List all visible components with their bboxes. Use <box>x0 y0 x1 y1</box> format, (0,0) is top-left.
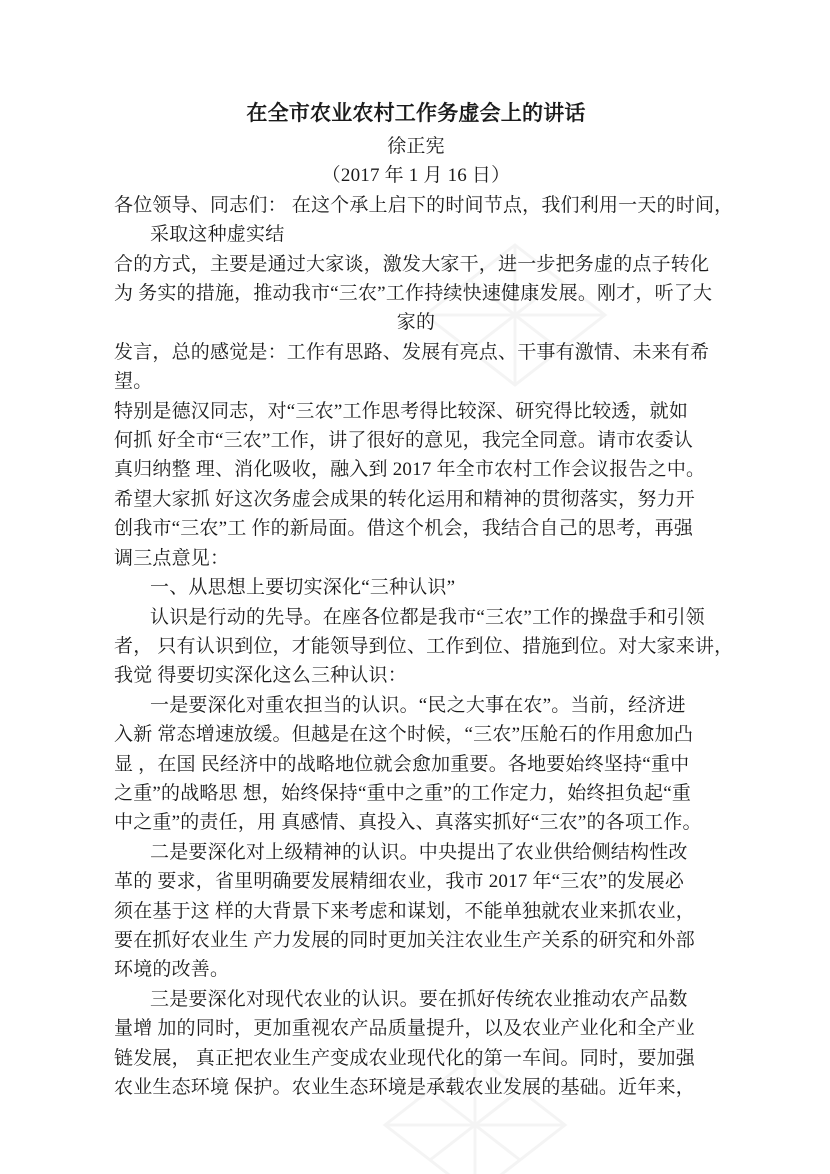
text-line: 革的 要求，省里明确要发展精细农业，我市 2017 年“三农”的发展必 <box>114 871 685 893</box>
text-line: 须在基于这 样的大背景下来考虑和谋划，不能单独就农业来抓农业， <box>114 900 695 922</box>
text-line: 环境的改善。 <box>114 959 230 981</box>
text-line: 何抓 好全市“三农”工作，讲了很好的意见，我完全同意。请市农委认 <box>114 430 694 452</box>
text-line: 家的 <box>396 312 436 334</box>
document-title: 在全市农业农村工作务虚会上的讲话 <box>246 101 586 125</box>
text-line: 希望大家抓 好这次务虚会成果的转化运用和精神的贯彻落实，努力开 <box>114 488 695 510</box>
text-line: 特别是德汉同志，对“三农”工作思考得比较深、研究得比较透，就如 <box>114 400 689 422</box>
text-line: 中之重”的责任，用 真感情、真投入、真落实抓好“三农”的各项工作。 <box>114 812 702 834</box>
text-line: 一、从思想上要切实深化“三种认识” <box>150 577 456 599</box>
text-line: 量增 加的同时，更加重视农产品质量提升，以及农业产业化和全产业 <box>114 1018 695 1040</box>
text-line: 一是要深化对重农担当的认识。“民之大事在农”。当前，经济进 <box>150 694 686 716</box>
text-line: 各位领导、同志们： 在这个承上启下的时间节点，我们利用一天的时间， <box>114 194 734 216</box>
text-line: 望。 <box>114 371 153 393</box>
text-line: 三是要深化对现代农业的认识。要在抓好传统农业推动农产品数 <box>150 988 688 1010</box>
text-line: 之重”的战略思 想，始终保持“重中之重”的工作定力，始终担负起“重 <box>114 782 692 804</box>
text-line: 入新 常态增速放缓。但越是在这个时候，“三农”压舱石的作用愈加凸 <box>114 724 694 746</box>
text-line: 要在抓好农业生 产力发展的同时更加关注农业生产关系的研究和外部 <box>114 929 695 951</box>
text-line: 链发展， 真正把农业生产变成农业现代化的第一车间。同时，要加强 <box>114 1047 695 1069</box>
text-line: 采取这种虚实结 <box>150 224 285 246</box>
text-line: 为 务实的措施，推动我市“三农”工作持续快速健康发展。刚才，听了大 <box>114 283 713 305</box>
text-line: 我觉 得要切实深化这么三种认识： <box>114 665 407 687</box>
text-line: 发言，总的感觉是：工作有思路、发展有亮点、干事有激情、未来有希 <box>114 341 710 363</box>
text-line: 调三点意见： <box>114 547 230 569</box>
text-line: 合的方式，主要是通过大家谈，激发大家干，进一步把务虚的点子转化 <box>114 253 710 275</box>
document-body <box>114 96 734 1102</box>
text-line: 农业生态环境 保护。农业生态环境是承载农业发展的基础。近年来， <box>114 1077 695 1098</box>
text-line: 二是要深化对上级精神的认识。中央提出了农业供给侧结构性改 <box>150 841 688 863</box>
text-line: （2017 年 1 月 16 日） <box>321 165 511 187</box>
text-line: 徐正宪 <box>387 136 445 157</box>
text-line: 创我市“三农”工 作的新局面。借这个机会，我结合自己的思考，再强 <box>114 518 694 540</box>
text-line: 者， 只有认识到位，才能领导到位、工作到位、措施到位。对大家来讲， <box>114 635 734 657</box>
text-line: 认识是行动的先导。在座各位都是我市“三农”工作的操盘手和引领 <box>150 606 705 628</box>
text-line: 真归纳整 理、消化吸收，融入到 2017 年全市农村工作会议报告之中。 <box>114 459 706 481</box>
text-line: 显 ，在国 民经济中的战略地位就会愈加重要。各地要始终坚持“重中 <box>114 753 690 775</box>
